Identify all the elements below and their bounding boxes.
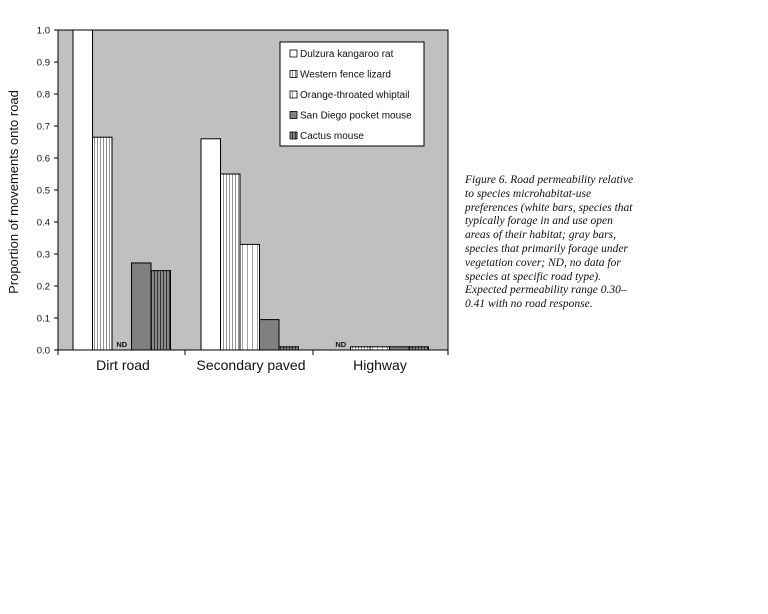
legend-swatch [290,132,297,139]
figure-label: Figure 6. [465,174,508,186]
legend-entry: San Diego pocket mouse [300,110,412,122]
bar-san-diego-pocket-mouse-secondary-paved [260,320,280,350]
y-tick-label: 0.2 [36,281,50,293]
caption-text: Road permeability relative to species microhabitat-use preferences (white bars, species that typically forage in and use open areas of their habitat; gray bars, species that primarily forage under vegetation cover; ND, no data for species at specific road type). Expected permeability range 0.30–0.41 with no road response. [465,174,634,311]
y-tick-label: 1.0 [36,25,50,37]
legend-entry: Western fence lizard [300,69,391,81]
bar-orange-throated-whiptail-secondary-paved [240,244,260,350]
legend-entry: Orange-throated whiptail [300,90,410,101]
x-axis [58,350,448,373]
bar-western-fence-lizard-dirt-road [93,137,113,350]
bar-cactus-mouse-dirt-road [151,271,171,350]
bar-dulzura-kangaroo-rat-dirt-road [73,30,93,350]
y-tick-label: 0.4 [36,217,50,229]
bar-western-fence-lizard-secondary-paved [221,174,241,350]
y-tick-label: 0.3 [36,249,50,261]
y-axis [37,26,58,357]
bar-dulzura-kangaroo-rat-secondary-paved [201,139,221,350]
nd-label: ND [116,340,128,349]
y-tick-label: 0.0 [36,345,50,357]
legend-swatch [290,112,297,119]
y-tick-label: 0.5 [36,185,50,197]
y-tick-label: 0.6 [36,153,50,165]
legend-swatch [290,71,297,78]
x-tick-label: Dirt road [96,357,150,373]
legend-entry: Cactus mouse [300,131,364,142]
y-axis-title: Proportion of movements onto road [6,90,21,294]
x-tick-label: Highway [353,357,407,373]
x-tick-label: Secondary paved [196,357,306,373]
y-tick-label: 0.9 [36,57,50,69]
nd-label: ND [335,340,347,349]
bar-san-diego-pocket-mouse-dirt-road [132,263,152,350]
legend-entry: Dulzura kangaroo rat [300,49,394,60]
figure-caption [465,174,635,312]
y-tick-label: 0.1 [36,313,50,325]
legend-swatch [290,91,297,98]
y-tick-label: 0.7 [36,121,50,133]
legend-swatch [290,50,297,57]
y-tick-label: 0.8 [36,89,50,101]
legend [280,42,424,146]
